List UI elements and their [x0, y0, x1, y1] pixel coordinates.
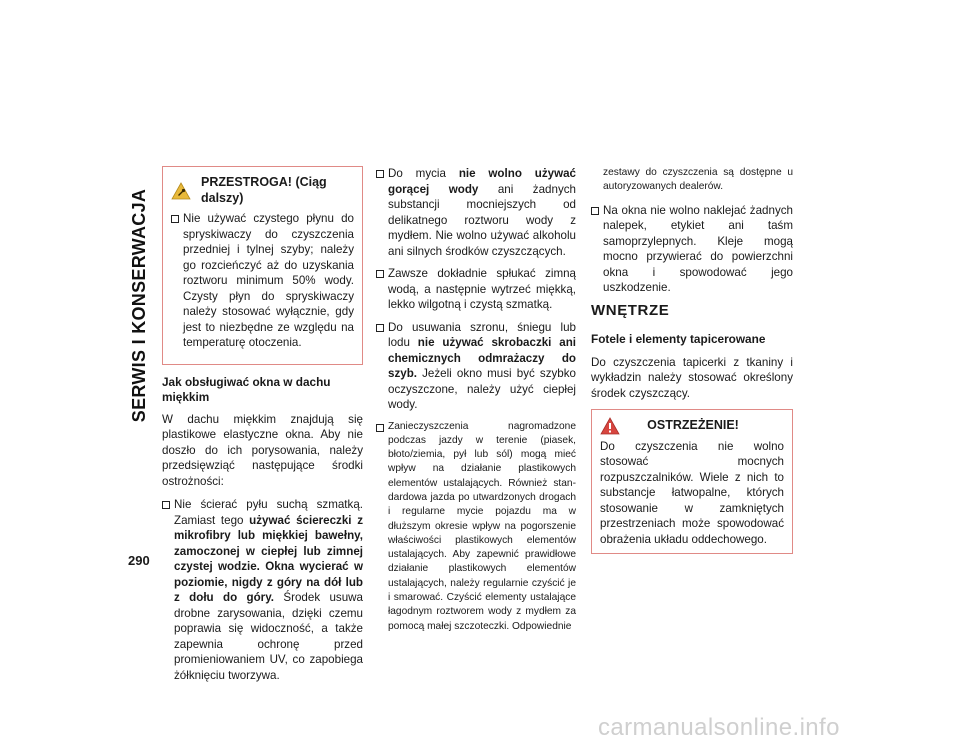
- checkbox-bullet-icon: [591, 207, 599, 215]
- list-item: [162, 497, 363, 683]
- continuation-text: zestawy do czyszczenia są dostępne u autoryzowanych dealerów.: [603, 167, 793, 193]
- caution-triangle-icon: [171, 182, 191, 200]
- warning-box-body: [592, 439, 792, 554]
- list-item: [591, 203, 793, 296]
- checkbox-bullet-icon: [162, 501, 170, 509]
- warning-box: [591, 409, 793, 554]
- checkbox-bullet-icon: [376, 324, 384, 332]
- warning-triangle-icon: [600, 417, 620, 435]
- column-2: [376, 166, 576, 641]
- caution-box-header: [163, 167, 362, 211]
- list-item-text: Do mycia nie wolno używać gorącej wody ani żadnych substancji mocniejszych od delikatnego roztworu wody z mydłem. Nie wolno używać alkoholu ani silnych środków czyszczących.: [388, 167, 576, 258]
- list-item: [376, 420, 576, 634]
- column-3: [591, 166, 793, 554]
- list-item-text: Zanieczyszczenia nagromadzone podczas jazdy w terenie (piasek, błoto/ziemia, pył lub sól) mogą mieć wpływ na działanie plastikowych elementów ustalających. Również standardowa jazda po utwardzonych drogach i regularne mycie pojazdu ma w dłuższym okresie wpływ na pogorszenie właściwości plastikowych elementów ustalających. Aby zapewnić prawidłowe działanie plastikowych elementów ustalających, należy regularnie czyścić je i smarować. Czyścić elementy ustalające łagodnym roztworem wody z mydłem za pomocą małej szczoteczki. Odpowiednie: [388, 420, 576, 632]
- checkbox-bullet-icon: [376, 270, 384, 278]
- caution-item: [171, 211, 354, 351]
- list-item-text: Nie ścierać pyłu suchą szmatką. Zamiast tego używać ściereczki z mikrofibry lub miękkiej bawełny, zamoczonej w ciepłej lub zimnej czystej wodzie. Okna wycierać w poziomie, nigdy z góry na dół lub z dołu do góry. Środek usuwa drobne zarysowania, dzięki czemu poprawia się widoczność, a także zapewnia ochronę przed promieniowaniem UV, co zapobiega żółknięciu tworzywa.: [174, 498, 363, 682]
- column-1: [162, 166, 363, 690]
- list-item: [376, 320, 576, 413]
- subsection-title: Fotele i elementy tapicerowane: [591, 332, 766, 347]
- upholstery-paragraph: Do czyszczenia tapicerki z tkaniny i wykładzin należy stosować określony środek czyszczący.: [591, 355, 793, 400]
- soft-top-windows-heading: Jak obsługiwać okna w dachu miękkim: [162, 374, 331, 404]
- side-tab: [126, 166, 154, 444]
- list-item-text: Zawsze dokładnie spłukać zimną wodą, a następnie wytrzeć miękką, lekko wilgotną i czystą szmatką.: [388, 267, 576, 311]
- list-item-text: Do usuwania szronu, śniegu lub lodu nie używać skrobaczki ani chemicznych odmrażaczy do szyb. Jeżeli okno musi być szybko oczyszczone, należy użyć ciepłej wody.: [388, 320, 577, 411]
- caution-box: [162, 166, 363, 365]
- caution-item-text: Nie używać czystego płynu do spryskiwaczy do czyszczenia przedniej i tylnej szyby; należy go rozcieńczyć aż do uzyskania roztworu minimum 50% wody. Czysty płyn do spryskiwaczy należy stosować wyłącznie, gdy jest to niezbędne ze względu na temperaturę otoczenia.: [183, 212, 354, 349]
- checkbox-bullet-icon: [376, 424, 384, 432]
- warning-box-text: Do czyszczenia nie wolno stosować mocnych rozpuszczalników. Wiele z nich to substancje łatwopalne, których stosowanie w zamkniętych przestrzeniach może spowodować obrażenia układu oddechowego.: [600, 439, 784, 546]
- warning-box-title: OSTRZEŻENIE!: [647, 418, 739, 433]
- list-item-text: Na okna nie wolno naklejać żadnych nalepek, etykiet ani taśm samoprzylepnych. Kleje mogą mocno przywierać do powierzchni okna i spowodować jego uszkodzenie.: [603, 203, 793, 295]
- page-number: 290: [128, 553, 150, 568]
- section-title: WNĘTRZE: [591, 301, 670, 319]
- warning-box-header: [592, 410, 792, 439]
- watermark: carmanualsonline.info: [598, 714, 840, 741]
- caution-box-title: PRZESTROGA! (Ciąg dalszy): [201, 175, 327, 205]
- list-item: [376, 266, 576, 313]
- soft-top-intro: W dachu miękkim znajdują się plastikowe elastyczne okna. Aby nie doszło do ich porysowania, należy przedsięwziąć następujące środki ostrożności:: [162, 412, 363, 488]
- checkbox-bullet-icon: [376, 170, 384, 178]
- caution-box-body: [163, 211, 362, 364]
- side-tab-label: SERWIS I KONSERWACJA: [129, 188, 150, 422]
- list-item: [376, 166, 576, 259]
- checkbox-bullet-icon: [171, 215, 179, 223]
